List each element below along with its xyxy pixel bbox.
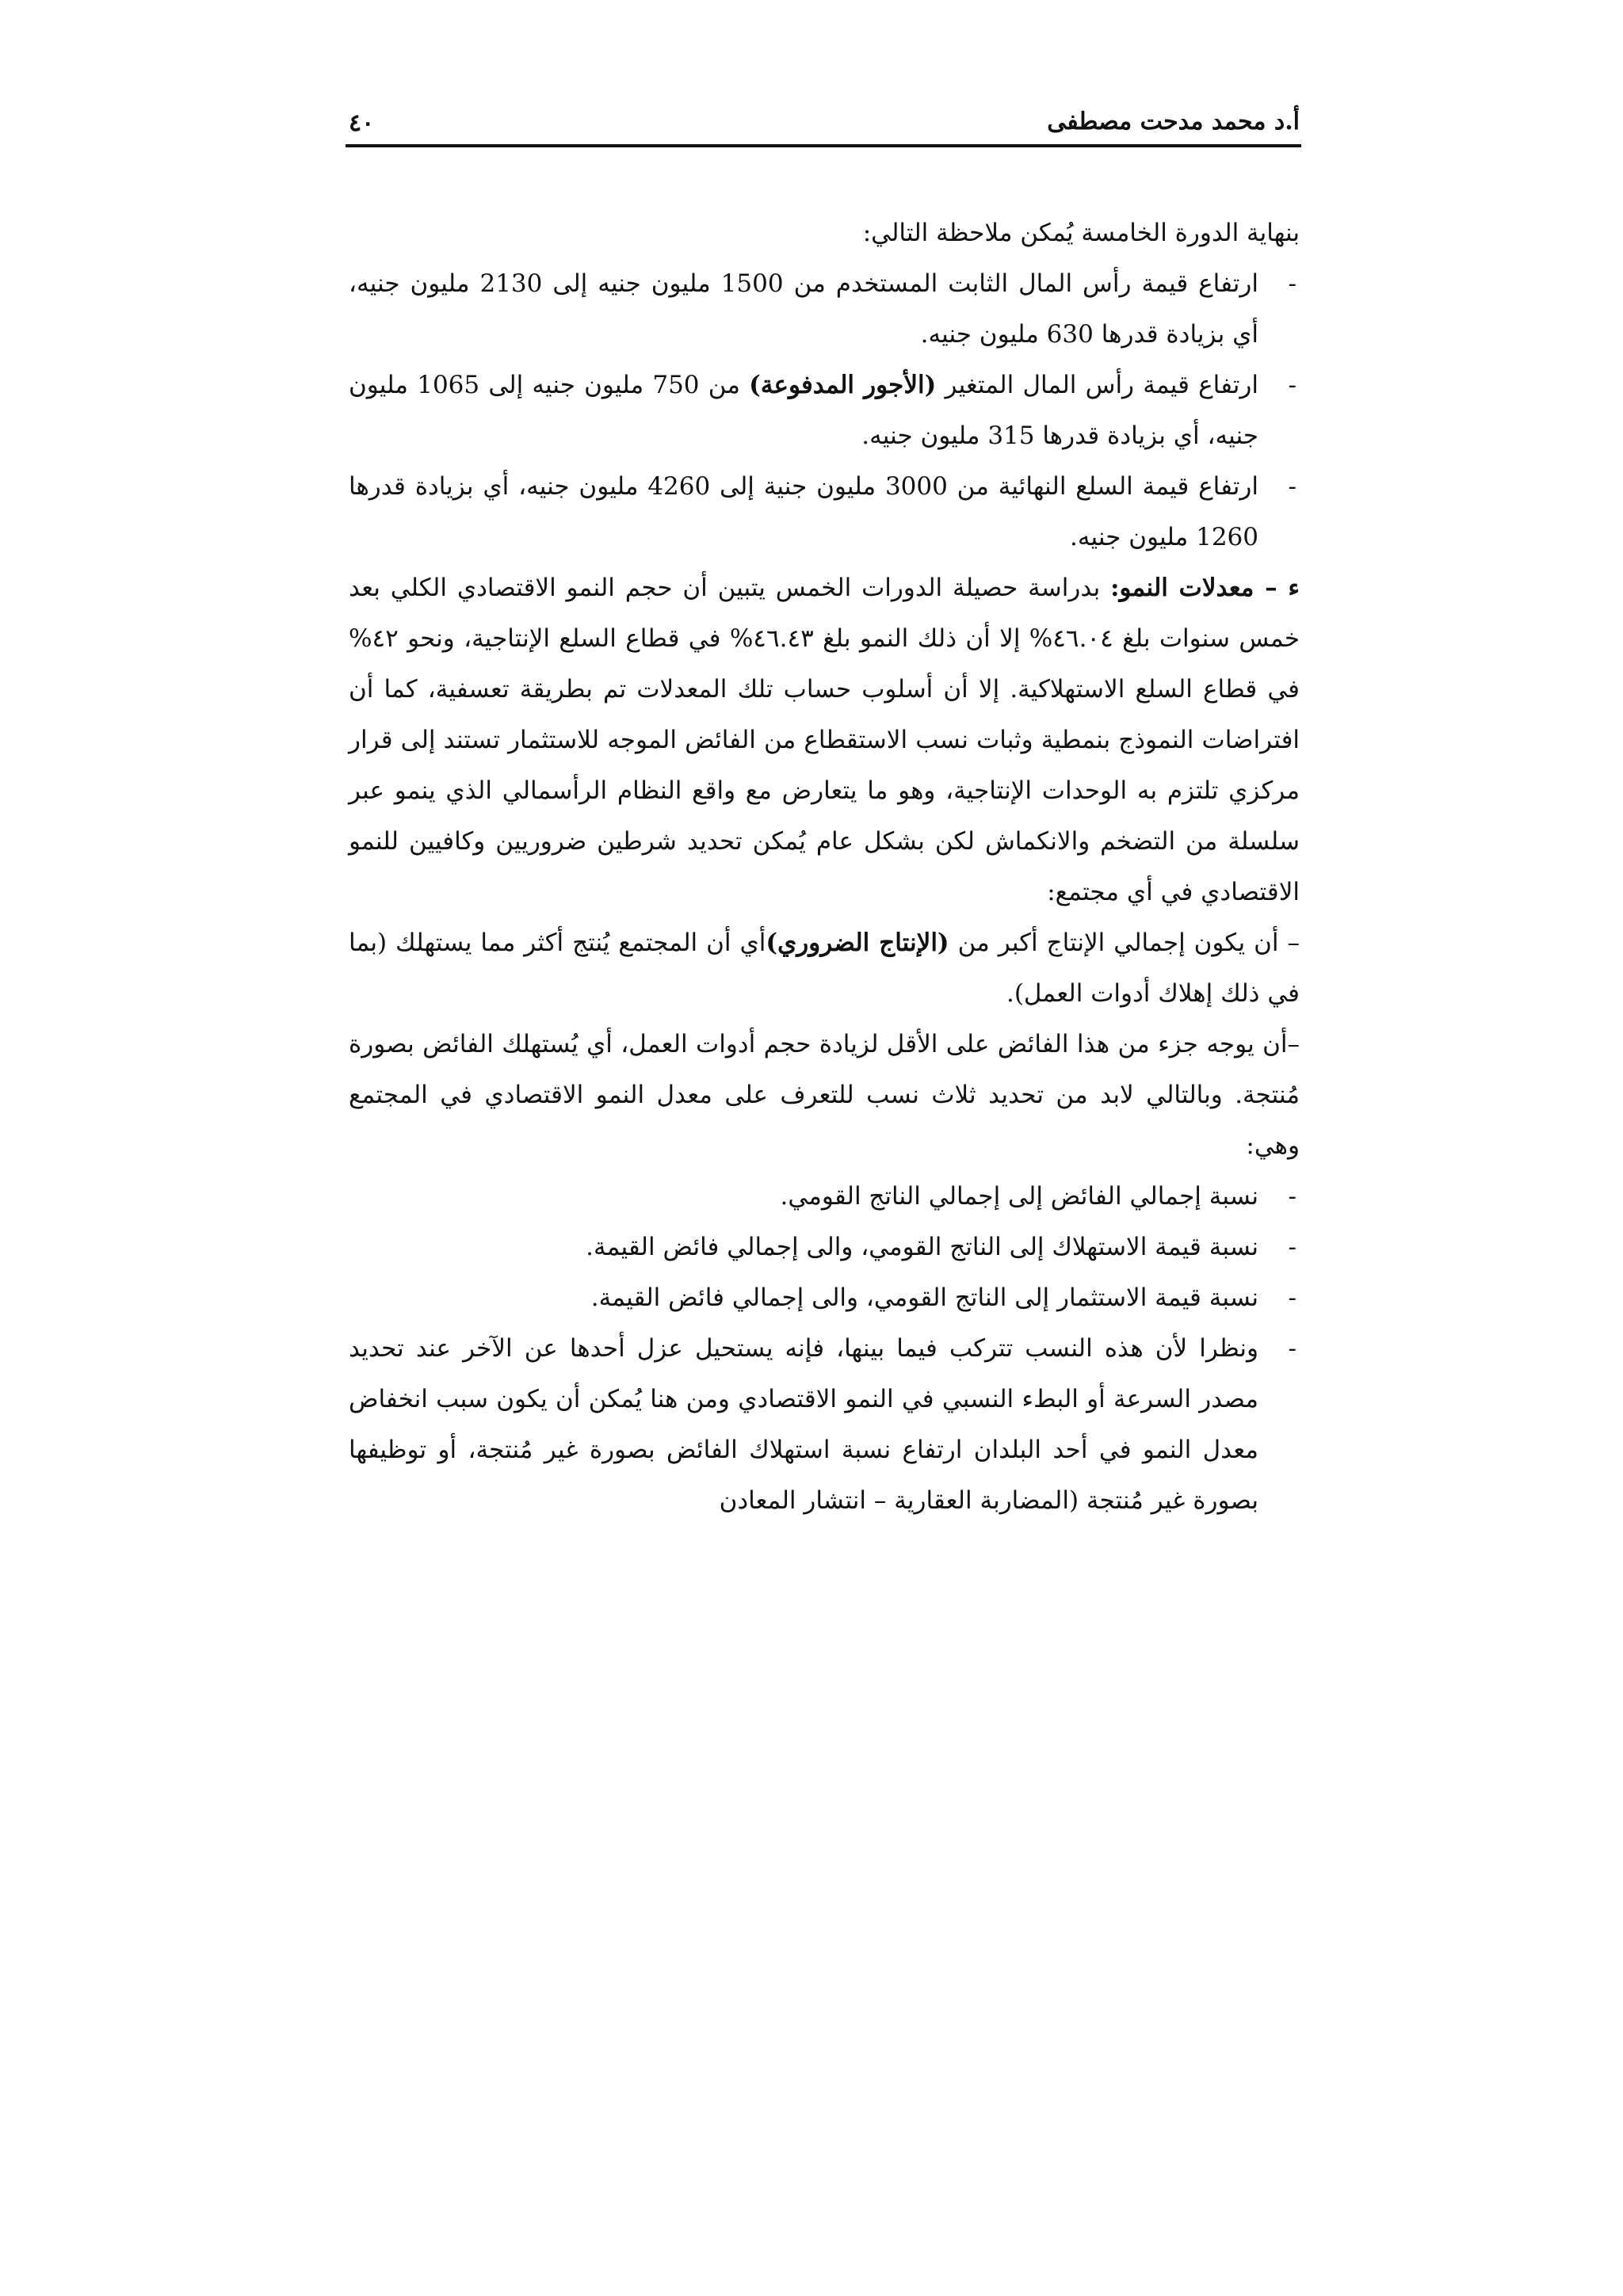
intro-paragraph: بنهاية الدورة الخامسة يُمكن ملاحظة التالي: [862,219,1300,247]
bullet-dash: - [1288,269,1296,298]
growth-body: بدراسة حصيلة الدورات الخمس يتبين أن حجم النمو الاقتصادي الكلي بعد خمس سنوات بلغ ٤٦.٠٤% إلا أن ذلك النمو بلغ ٤٦.٤٣% في قطاع السلع الإنتاجية، ونحو ٤٢% في قطاع السلع الاستهلاكية. إلا أن أسلوب حساب تلك المعدلات تم بطريقة تعسفية، كما أن افتراضات النموذج بنمطية وثبات نسب الاستقطاع من الفائض الموجه للاستثمار تستند إلى قرار مركزي تلتزم به الوحدات الإنتاجية، وهو ما يتعارض مع واقع النظام الرأسمالي الذي ينمو عبر سلسلة من التضخم والانكماش لكن بشكل عام يُمكن تحديد شرطين ضروريين وكافيين للنمو الاقتصادي في أي مجتمع: [349,574,1300,906]
bullet-dash: - [1288,1182,1296,1211]
bullet-dash: - [1288,1283,1296,1312]
list-item-bold: (الأجور المدفوعة) [749,371,937,399]
list-item [349,461,1300,563]
bullet-dash: - [1288,472,1296,501]
condition-bold: (الإنتاج الضروري) [766,929,949,957]
list-item-text: ارتفاع قيمة رأس المال المتغير [936,371,1258,399]
author-name: أ.د محمد مدحت مصطفى [1047,108,1300,135]
page-number: ٤٠ [349,109,375,137]
condition-text: – أن يكون إجمالي الإنتاج أكبر من [949,929,1300,957]
list-item-text: ارتفاع قيمة السلع النهائية من 3000 مليون جنية إلى 4260 مليون جنيه، أي بزيادة قدرها 1260 مليون جنيه. [349,472,1259,551]
growth-paragraph [349,563,1300,917]
list-item-text: نسبة إجمالي الفائض إلى إجمالي الناتج القومي. [780,1182,1258,1211]
list-item-text: من 750 مليون جنيه إلى 1065 مليون جنيه، أي بزيادة قدرها 315 مليون جنيه. [349,371,1258,450]
condition-text: أي أن المجتمع يُنتج أكثر مما يستهلك (بما في ذلك إهلاك أدوات العمل). [349,929,1300,1008]
section-heading: ء – معدلات النمو: [1110,574,1300,602]
list-item-text: نسبة قيمة الاستثمار إلى الناتج القومي، والى إجمالي فائض القيمة. [590,1283,1258,1312]
list-item [349,360,1300,461]
list-item [349,258,1300,360]
list-item-text: ونظرا لأن هذه النسب تتركب فيما بينها، فإنه يستحيل عزل أحدها عن الآخر عند تحديد مصدر السرعة أو البطء النسبي في النمو الاقتصادي ومن هنا يُمكن أن يكون سبب انخفاض معدل النمو في أحد البلدان ارتفاع نسبة استهلاك الفائض بصورة غير مُنتجة، أو توظيفها بصورة غير مُنتجة (المضاربة العقارية – انتشار المعادن [349,1334,1258,1515]
condition-two: –أن يوجه جزء من هذا الفائض على الأقل لزيادة حجم أدوات العمل، أي يُستهلك الفائض بصورة مُنتجة. وبالتالي لابد من تحديد ثلاث نسب للتعرف على معدل النمو الاقتصادي في المجتمع وهي: [349,1030,1300,1160]
list-item-text: نسبة قيمة الاستهلاك إلى الناتج القومي، والى إجمالي فائض القيمة. [586,1233,1258,1261]
page-body [349,208,1300,1526]
list-item [349,1323,1300,1526]
list-item-text: ارتفاع قيمة رأس المال الثابت المستخدم من 1500 مليون جنيه إلى 2130 مليون جنيه، أي بزيادة قدرها 630 مليون جنيه. [349,269,1258,349]
list-item [349,1171,1300,1222]
list-item [349,1222,1300,1272]
bullet-dash: - [1288,371,1296,399]
list-item [349,1272,1300,1323]
header-rule [346,144,1301,147]
condition-one [349,917,1300,1019]
bullet-dash: - [1288,1334,1296,1363]
bullet-dash: - [1288,1233,1296,1261]
running-header [349,101,1300,149]
